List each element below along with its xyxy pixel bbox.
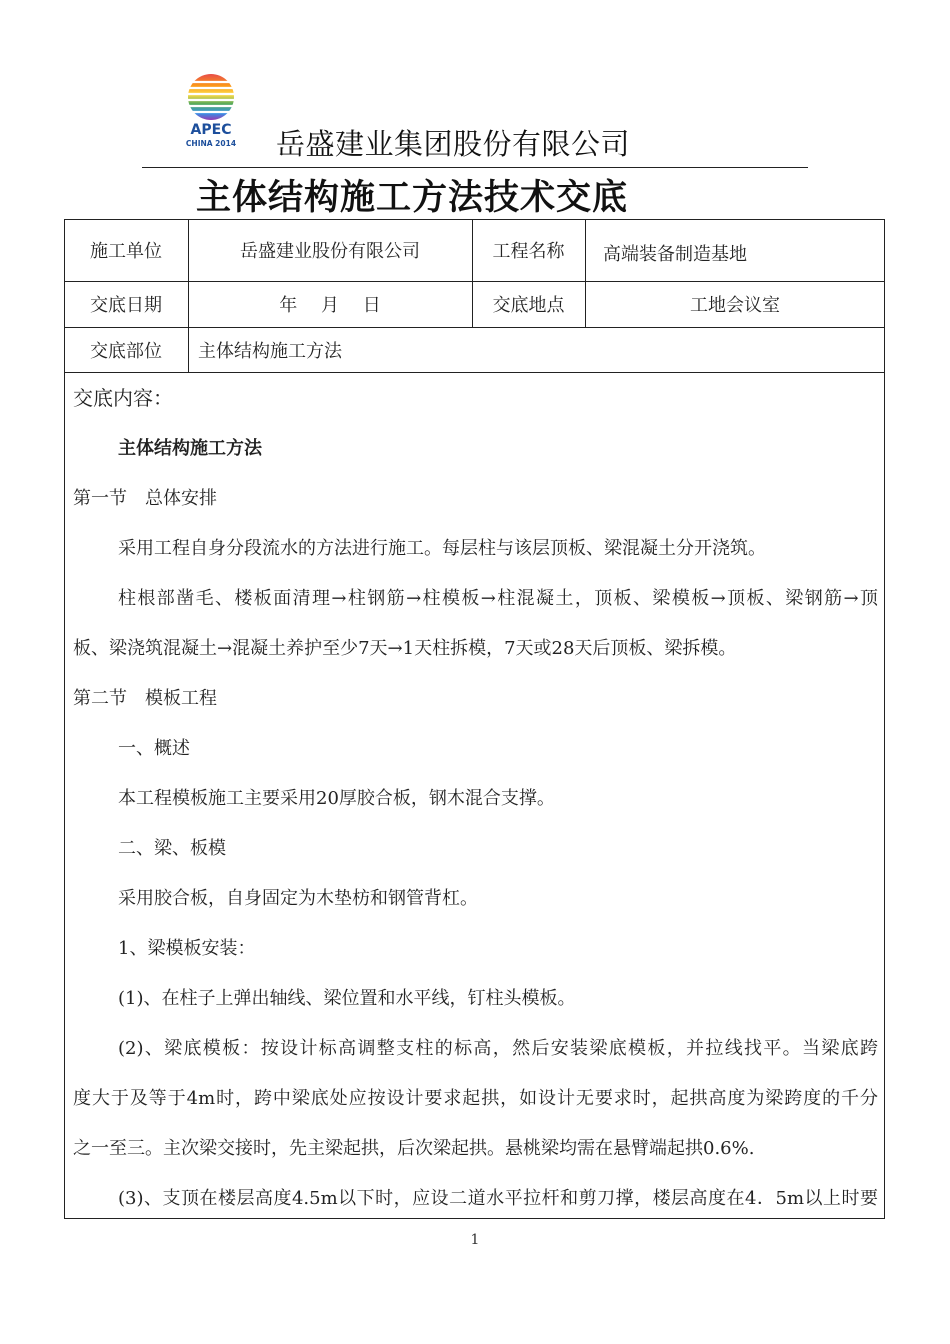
- label-project-name: 工程名称: [492, 241, 565, 262]
- disclosure-content: [73, 378, 878, 1224]
- document-title: 主体结构施工方法技术交底: [196, 178, 629, 218]
- step-line: 度大于及等于4m时，跨中梁底处应按设计要求起拱，如设计无要求时，起拱高度为梁跨度的千分: [73, 1088, 878, 1109]
- logo-text: APEC: [190, 122, 232, 138]
- content-subtitle: 主体结构施工方法: [118, 438, 262, 459]
- paragraph: 采用工程自身分段流水的方法进行施工。每层柱与该层顶板、梁混凝土分开浇筑。: [118, 538, 766, 559]
- page-number: 1: [470, 1232, 480, 1248]
- step-line: (3)、支顶在楼层高度4.5m以下时，应设二道水平拉杆和剪刀撑，楼层高度在4．5m以上时要: [118, 1188, 878, 1209]
- label-construction-unit: 施工单位: [90, 241, 162, 262]
- company-name: 岳盛建业集团股份有限公司: [276, 127, 631, 161]
- header-divider: [142, 167, 808, 168]
- label-disclosure-date: 交底日期: [90, 295, 162, 316]
- step-line: 之一至三。主次梁交接时，先主梁起拱，后次梁起拱。悬桃梁均需在悬臂端起拱0.6%.: [73, 1138, 755, 1159]
- paragraph-line: 板、梁浇筑混凝土→混凝土养护至少7天→1天柱拆模，7天或28天后顶板、梁拆模。: [73, 638, 737, 659]
- label-disclosure-location: 交底地点: [492, 295, 565, 316]
- value-project-name: 高端装备制造基地: [603, 244, 747, 265]
- logo-subtext: CHINA 2014: [185, 139, 237, 148]
- section-title: 第一节 总体安排: [73, 488, 217, 509]
- subsection-title: 一、概述: [118, 738, 190, 759]
- label-disclosure-part: 交底部位: [90, 340, 162, 362]
- value-disclosure-date: 年 月 日: [279, 295, 381, 316]
- content-heading: 交底内容：: [73, 386, 173, 410]
- section-title: 第二节 模板工程: [73, 688, 217, 709]
- step-line: (2)、梁底模板：按设计标高调整支柱的标高，然后安装梁底模板，并拉线找平。当梁底跨: [118, 1038, 878, 1059]
- form-row-divider: [64, 372, 885, 373]
- value-disclosure-part: 主体结构施工方法: [198, 340, 342, 362]
- paragraph: 本工程模板施工主要采用20厚胶合板，钢木混合支撑。: [118, 788, 555, 809]
- step: (1)、在柱子上弹出轴线、梁位置和水平线，钉柱头模板。: [118, 988, 576, 1009]
- paragraph: 采用胶合板，自身固定为木垫枋和钢管背杠。: [118, 888, 478, 909]
- value-construction-unit: 岳盛建业股份有限公司: [240, 241, 420, 262]
- paragraph-line: 柱根部凿毛、楼板面清理→柱钢筋→柱模板→柱混凝土，顶板、梁模板→顶板、梁钢筋→顶: [118, 588, 878, 609]
- value-disclosure-location: 工地会议室: [690, 295, 780, 316]
- subsection-title: 二、梁、板模: [118, 838, 226, 859]
- item-title: 1、梁模板安装：: [118, 938, 256, 959]
- apec-logo: [180, 70, 242, 152]
